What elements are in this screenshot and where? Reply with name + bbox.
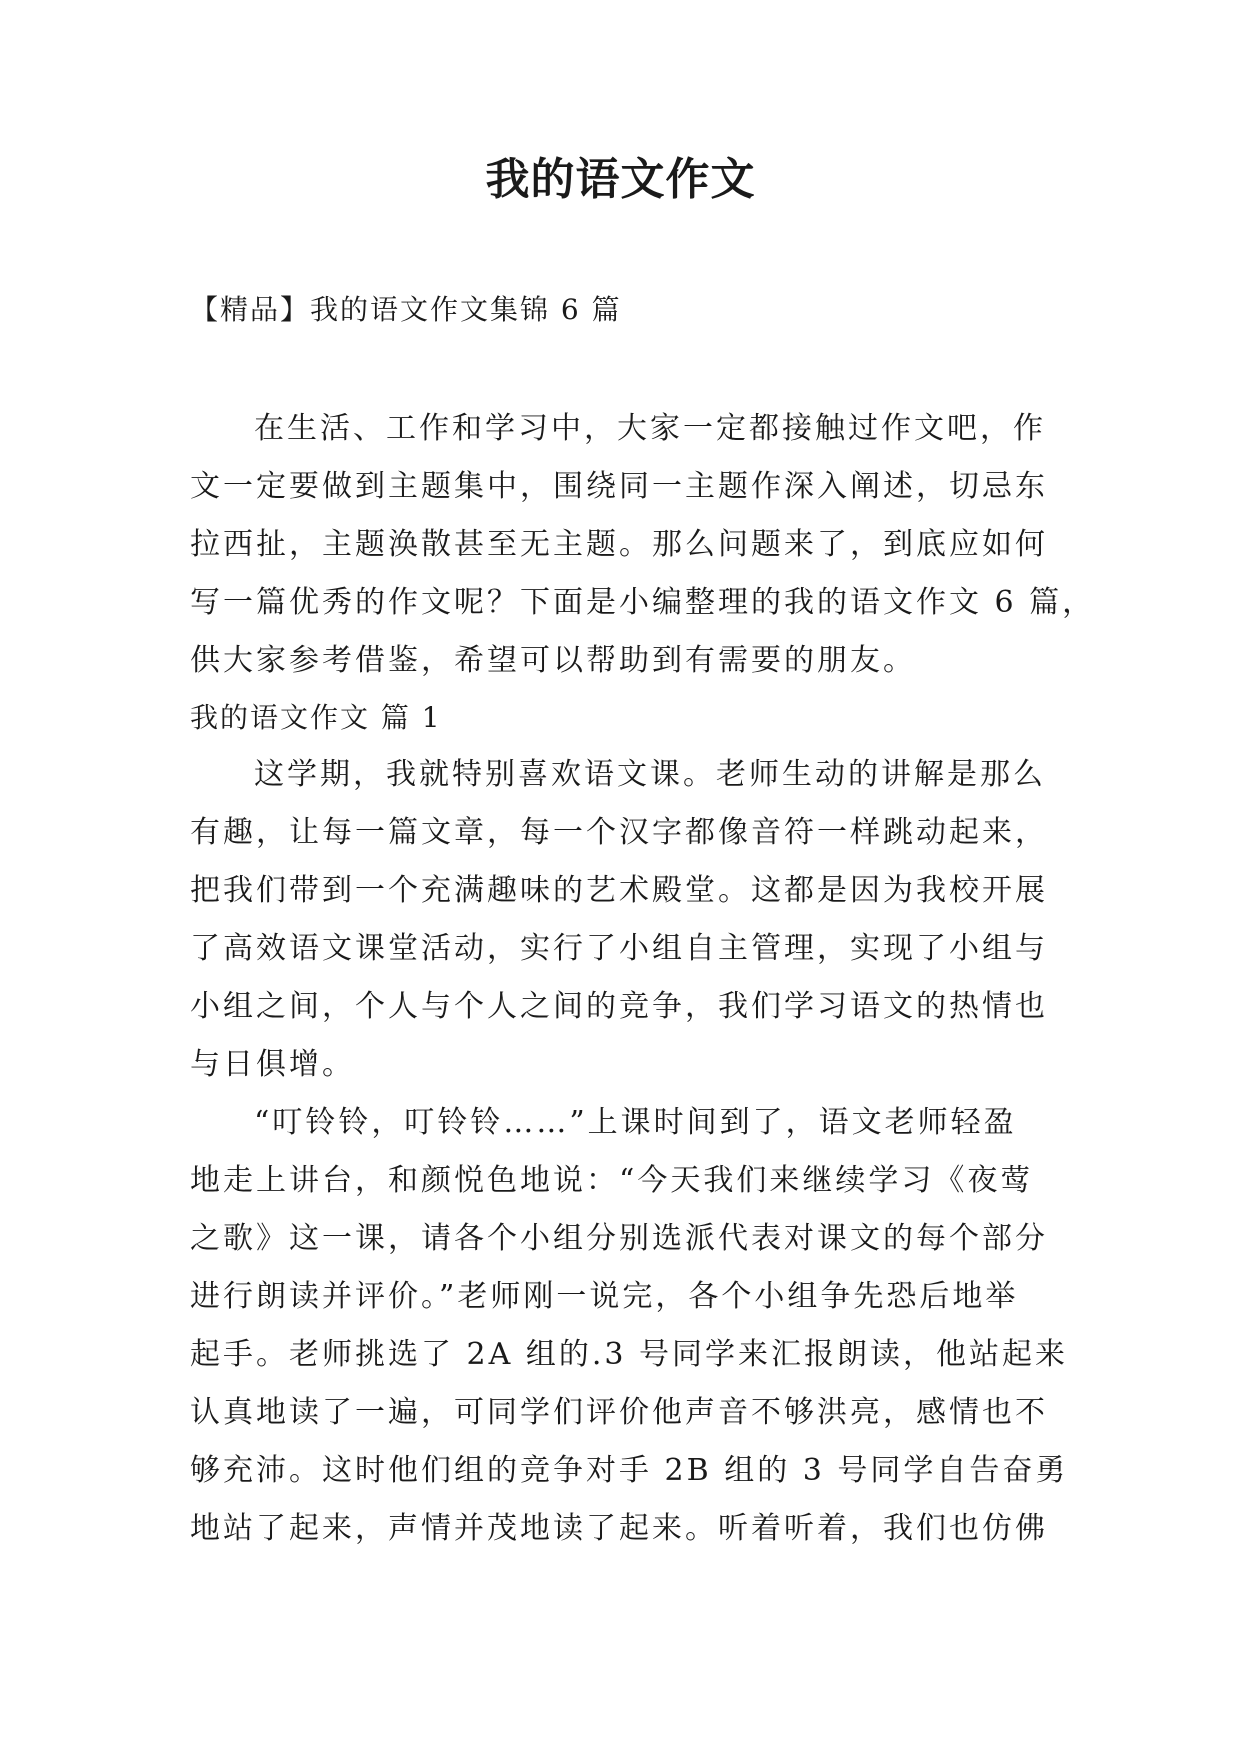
- text-line: 地站了起来，声情并茂地读了起来。听着听着，我们也仿佛: [190, 1511, 1048, 1546]
- text-line: 认真地读了一遍，可同学们评价他声音不够洪亮，感情也不: [190, 1395, 1048, 1430]
- text-line: “叮铃铃，叮铃铃……”上课时间到了，语文老师轻盈: [254, 1105, 1017, 1140]
- text-line: 这学期，我就特别喜欢语文课。老师生动的讲解是那么: [254, 757, 1046, 792]
- text-line: 之歌》这一课，请各个小组分别选派代表对课文的每个部分: [190, 1221, 1048, 1256]
- text-line: 在生活、工作和学习中，大家一定都接触过作文吧，作: [254, 411, 1046, 446]
- text-line: 地走上讲台，和颜悦色地说：“今天我们来继续学习《夜莺: [190, 1163, 1034, 1198]
- text-line: 拉西扯，主题涣散甚至无主题。那么问题来了，到底应如何: [190, 527, 1048, 562]
- text-line: 了高效语文课堂活动，实行了小组自主管理，实现了小组与: [190, 931, 1048, 966]
- text-line: 有趣，让每一篇文章，每一个汉字都像音符一样跳动起来，: [190, 815, 1048, 850]
- document-body: [190, 400, 1096, 1558]
- document-title: 我的语文作文: [485, 154, 756, 205]
- section-heading: 我的语文作文 篇 1: [190, 701, 442, 734]
- text-line: 起手。老师挑选了 2A 组的.3 号同学来汇报朗读，他站起来: [190, 1337, 1068, 1372]
- text-line: 小组之间，个人与个人之间的竞争，我们学习语文的热情也: [190, 989, 1048, 1024]
- intro-paragraph: [190, 400, 1096, 690]
- paragraph-1: [190, 746, 1060, 1094]
- text-line: 进行朗读并评价。”老师刚一说完，各个小组争先恐后地举: [190, 1279, 1019, 1314]
- text-line: 供大家参考借鉴，希望可以帮助到有需要的朋友。: [190, 643, 916, 678]
- document-subtitle: 【精品】我的语文作文集锦 6 篇: [190, 293, 622, 326]
- text-line: 把我们带到一个充满趣味的艺术殿堂。这都是因为我校开展: [190, 873, 1048, 908]
- text-line: 文一定要做到主题集中，围绕同一主题作深入阐述，切忌东: [190, 469, 1048, 504]
- text-line: 写一篇优秀的作文呢？下面是小编整理的我的语文作文 6 篇，: [190, 585, 1096, 620]
- paragraph-2: [190, 1094, 1069, 1558]
- text-line: 与日俱增。: [190, 1047, 355, 1082]
- text-line: 够充沛。这时他们组的竞争对手 2B 组的 3 号同学自告奋勇: [190, 1453, 1069, 1488]
